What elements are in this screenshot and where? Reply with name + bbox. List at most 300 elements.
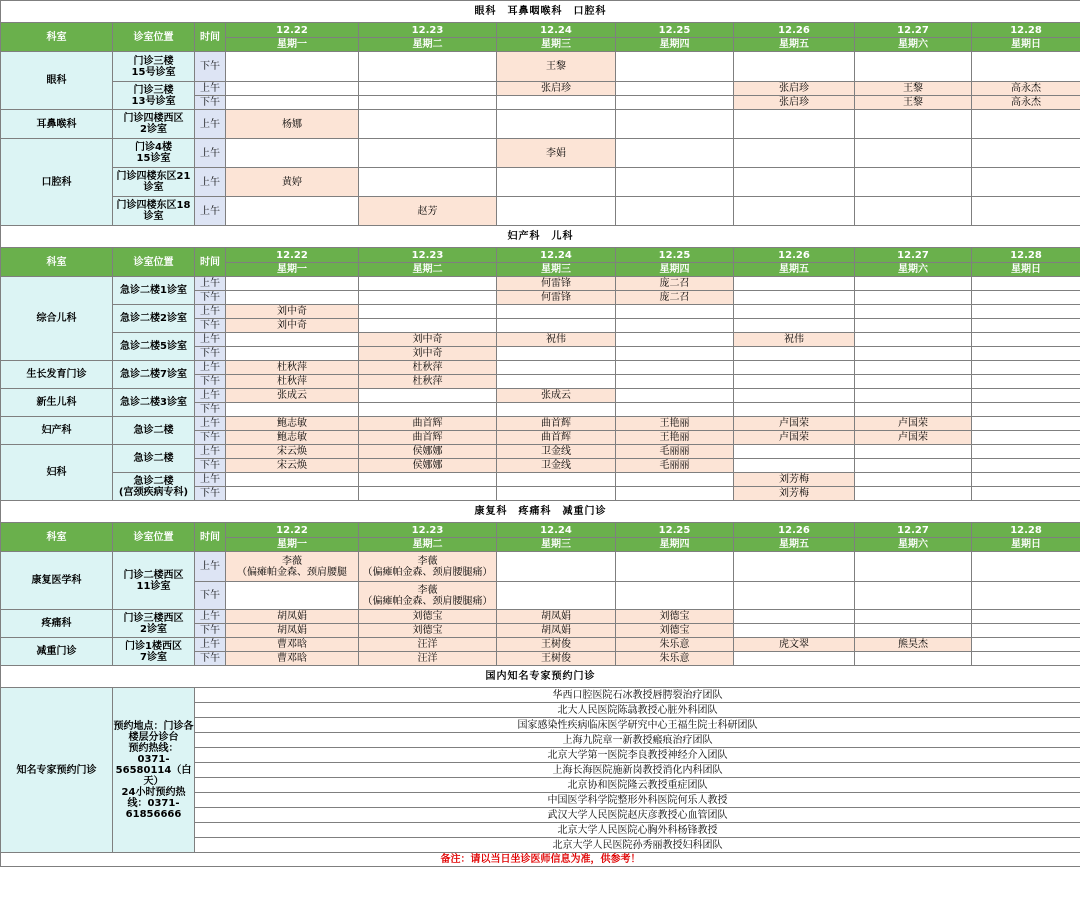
table-row [1, 666, 1080, 688]
doctor-cell: 王树俊 [497, 638, 616, 652]
doctor-cell: 张成云 [497, 389, 616, 403]
doctor-cell: 李薇 （偏瘫帕金森、颈肩腰腿痛） [359, 552, 497, 582]
empty-cell [616, 82, 734, 96]
empty-cell [616, 375, 734, 389]
expert-team-cell: 国家感染性疾病临床医学研究中心王福生院士科研团队 [195, 718, 1080, 733]
table-row [1, 361, 1080, 375]
empty-cell [734, 361, 855, 375]
expert-team-cell: 北大人民医院陈骉教授心脏外科团队 [195, 703, 1080, 718]
doctor-cell: 宋云焕 [226, 445, 359, 459]
table-row [1, 688, 1080, 703]
empty-cell [497, 473, 616, 487]
doctor-cell: 卫金线 [497, 445, 616, 459]
empty-cell [734, 197, 855, 226]
room-cell: 急诊二楼 [113, 445, 195, 473]
empty-cell [734, 291, 855, 305]
doctor-cell: 王树俊 [497, 652, 616, 666]
expert-team-cell: 上海长海医院施新岗教授消化内科团队 [195, 763, 1080, 778]
expert-dept-cell: 知名专家预约门诊 [1, 688, 113, 853]
empty-cell [497, 552, 616, 582]
doctor-cell: 朱乐意 [616, 652, 734, 666]
empty-cell [359, 168, 497, 197]
empty-cell [855, 445, 972, 459]
empty-cell [226, 139, 359, 168]
empty-cell [226, 96, 359, 110]
doctor-cell: 祝伟 [734, 333, 855, 347]
header-weekday: 星期一 [226, 263, 359, 277]
dept-cell: 综合儿科 [1, 277, 113, 361]
empty-cell [855, 487, 972, 501]
section-title: 国内知名专家预约门诊 [1, 666, 1080, 688]
empty-cell [972, 459, 1080, 473]
expert-team-cell: 上海九院章一新教授瘢痕治疗团队 [195, 733, 1080, 748]
empty-cell [972, 624, 1080, 638]
doctor-cell: 杜秋萍 [226, 361, 359, 375]
table-row [1, 473, 1080, 487]
header-date: 12.25 [616, 248, 734, 263]
empty-cell [972, 445, 1080, 459]
empty-cell [226, 582, 359, 610]
doctor-cell: 张启珍 [497, 82, 616, 96]
time-cell: 上午 [195, 417, 226, 431]
dept-cell: 妇科 [1, 445, 113, 501]
doctor-cell: 毛丽丽 [616, 445, 734, 459]
empty-cell [226, 277, 359, 291]
dept-cell: 康复医学科 [1, 552, 113, 610]
room-cell: 急诊二楼7诊室 [113, 361, 195, 389]
time-cell: 下午 [195, 624, 226, 638]
expert-team-cell: 华西口腔医院石冰教授唇腭裂治疗团队 [195, 688, 1080, 703]
empty-cell [972, 431, 1080, 445]
empty-cell [734, 347, 855, 361]
header-date: 12.27 [855, 248, 972, 263]
time-cell: 下午 [195, 347, 226, 361]
empty-cell [972, 139, 1080, 168]
doctor-cell: 王艳丽 [616, 431, 734, 445]
room-cell: 门诊二楼西区 11诊室 [113, 552, 195, 610]
table-row [1, 333, 1080, 347]
header-weekday: 星期四 [616, 538, 734, 552]
header-weekday: 星期六 [855, 263, 972, 277]
doctor-cell: 王黎 [497, 52, 616, 82]
header-date: 12.26 [734, 248, 855, 263]
room-cell: 急诊二楼 [113, 417, 195, 445]
empty-cell [497, 487, 616, 501]
empty-cell [226, 52, 359, 82]
time-cell: 上午 [195, 333, 226, 347]
dept-cell: 生长发育门诊 [1, 361, 113, 389]
empty-cell [616, 305, 734, 319]
empty-cell [359, 277, 497, 291]
room-cell: 门诊四楼西区 2诊室 [113, 110, 195, 139]
header-date: 12.23 [359, 248, 497, 263]
header-date: 12.24 [497, 23, 616, 38]
table-row [1, 1, 1080, 23]
empty-cell [855, 347, 972, 361]
empty-cell [359, 389, 497, 403]
empty-cell [359, 96, 497, 110]
booking-info-cell: 预约地点：门诊各楼层分诊台 预约热线：0371-56580114（白天） 24小时预约热线：0371-61856666 [113, 688, 195, 853]
empty-cell [226, 291, 359, 305]
table-row [1, 523, 1080, 538]
empty-cell [855, 52, 972, 82]
doctor-cell: 王艳丽 [616, 417, 734, 431]
time-cell: 下午 [195, 52, 226, 82]
empty-cell [226, 487, 359, 501]
time-cell: 上午 [195, 139, 226, 168]
room-cell: 门诊三楼 15号诊室 [113, 52, 195, 82]
empty-cell [359, 403, 497, 417]
time-cell: 上午 [195, 610, 226, 624]
doctor-cell: 胡凤娟 [497, 624, 616, 638]
doctor-cell: 卢国荣 [734, 417, 855, 431]
doctor-cell: 曲首辉 [359, 417, 497, 431]
table-row [1, 552, 1080, 582]
empty-cell [855, 333, 972, 347]
empty-cell [855, 305, 972, 319]
empty-cell [616, 96, 734, 110]
doctor-cell: 何雷锋 [497, 277, 616, 291]
empty-cell [359, 139, 497, 168]
header-weekday: 星期二 [359, 538, 497, 552]
table-row [1, 248, 1080, 263]
empty-cell [734, 375, 855, 389]
empty-cell [972, 582, 1080, 610]
header-dept: 科室 [1, 248, 113, 277]
header-weekday: 星期一 [226, 538, 359, 552]
empty-cell [616, 319, 734, 333]
table-row [1, 277, 1080, 291]
empty-cell [616, 52, 734, 82]
empty-cell [616, 403, 734, 417]
empty-cell [359, 82, 497, 96]
header-date: 12.26 [734, 23, 855, 38]
empty-cell [972, 347, 1080, 361]
header-weekday: 星期四 [616, 38, 734, 52]
header-dept: 科室 [1, 523, 113, 552]
room-cell: 急诊二楼 (宫颈疾病专科) [113, 473, 195, 501]
doctor-cell: 王黎 [855, 96, 972, 110]
room-cell: 急诊二楼1诊室 [113, 277, 195, 305]
empty-cell [855, 277, 972, 291]
time-cell: 上午 [195, 168, 226, 197]
doctor-cell: 鲍志敏 [226, 417, 359, 431]
empty-cell [359, 305, 497, 319]
doctor-cell: 朱乐意 [616, 638, 734, 652]
doctor-cell: 杨娜 [226, 110, 359, 139]
time-cell: 下午 [195, 431, 226, 445]
header-weekday: 星期三 [497, 538, 616, 552]
empty-cell [855, 389, 972, 403]
empty-cell [497, 197, 616, 226]
doctor-cell: 刘中奇 [359, 347, 497, 361]
table-row [1, 853, 1080, 867]
dept-cell: 新生儿科 [1, 389, 113, 417]
doctor-cell: 张启珍 [734, 82, 855, 96]
doctor-cell: 高永杰 [972, 96, 1080, 110]
empty-cell [616, 333, 734, 347]
header-date: 12.23 [359, 523, 497, 538]
footer-note: 备注：请以当日坐诊医师信息为准，供参考！ [1, 853, 1080, 867]
empty-cell [226, 403, 359, 417]
header-room: 诊室位置 [113, 23, 195, 52]
empty-cell [734, 305, 855, 319]
doctor-cell: 曹邓晗 [226, 638, 359, 652]
empty-cell [616, 389, 734, 403]
empty-cell [972, 375, 1080, 389]
doctor-cell: 虎文翠 [734, 638, 855, 652]
empty-cell [972, 168, 1080, 197]
table-row [1, 501, 1080, 523]
empty-cell [734, 403, 855, 417]
table-row [1, 168, 1080, 197]
dept-cell: 耳鼻喉科 [1, 110, 113, 139]
header-weekday: 星期六 [855, 538, 972, 552]
doctor-cell: 刘德宝 [359, 610, 497, 624]
doctor-cell: 何雷锋 [497, 291, 616, 305]
header-weekday: 星期一 [226, 38, 359, 52]
empty-cell [855, 624, 972, 638]
header-date: 12.24 [497, 523, 616, 538]
dept-cell: 眼科 [1, 52, 113, 110]
empty-cell [972, 197, 1080, 226]
room-cell: 门诊四楼东区21 诊室 [113, 168, 195, 197]
empty-cell [734, 652, 855, 666]
header-weekday: 星期二 [359, 263, 497, 277]
doctor-cell: 赵芳 [359, 197, 497, 226]
empty-cell [972, 610, 1080, 624]
header-weekday: 星期三 [497, 38, 616, 52]
empty-cell [616, 347, 734, 361]
doctor-cell: 曲首辉 [497, 431, 616, 445]
doctor-cell: 胡凤娟 [226, 610, 359, 624]
table-row [1, 226, 1080, 248]
header-weekday: 星期五 [734, 263, 855, 277]
empty-cell [972, 305, 1080, 319]
empty-cell [972, 417, 1080, 431]
empty-cell [616, 473, 734, 487]
empty-cell [616, 552, 734, 582]
header-date: 12.25 [616, 523, 734, 538]
room-cell: 门诊四楼东区18 诊室 [113, 197, 195, 226]
header-time: 时间 [195, 23, 226, 52]
table-row [1, 305, 1080, 319]
table-row [1, 23, 1080, 38]
doctor-cell: 刘中奇 [226, 319, 359, 333]
doctor-cell: 侯娜娜 [359, 459, 497, 473]
section-title: 康复科 疼痛科 减重门诊 [1, 501, 1080, 523]
header-date: 12.22 [226, 248, 359, 263]
empty-cell [497, 96, 616, 110]
room-cell: 门诊三楼 13号诊室 [113, 82, 195, 110]
doctor-cell: 刘德宝 [616, 610, 734, 624]
section-title: 妇产科 儿科 [1, 226, 1080, 248]
expert-team-cell: 武汉大学人民医院赵庆彦教授心血管团队 [195, 808, 1080, 823]
empty-cell [972, 389, 1080, 403]
empty-cell [734, 459, 855, 473]
doctor-cell: 李薇 （偏瘫帕金森、颈肩腰腿 [226, 552, 359, 582]
time-cell: 上午 [195, 445, 226, 459]
time-cell: 下午 [195, 96, 226, 110]
empty-cell [972, 291, 1080, 305]
header-date: 12.24 [497, 248, 616, 263]
empty-cell [855, 459, 972, 473]
empty-cell [359, 291, 497, 305]
empty-cell [855, 168, 972, 197]
dept-cell: 口腔科 [1, 139, 113, 226]
time-cell: 上午 [195, 361, 226, 375]
table-row [1, 110, 1080, 139]
doctor-cell: 刘德宝 [616, 624, 734, 638]
header-weekday: 星期四 [616, 263, 734, 277]
header-date: 12.22 [226, 23, 359, 38]
header-room: 诊室位置 [113, 523, 195, 552]
doctor-cell: 李娟 [497, 139, 616, 168]
time-cell: 上午 [195, 638, 226, 652]
empty-cell [359, 487, 497, 501]
expert-team-cell: 北京大学第一医院李良教授神经介入团队 [195, 748, 1080, 763]
empty-cell [734, 610, 855, 624]
table-row [1, 139, 1080, 168]
empty-cell [616, 582, 734, 610]
doctor-cell: 庞二召 [616, 291, 734, 305]
doctor-cell: 鲍志敏 [226, 431, 359, 445]
empty-cell [734, 552, 855, 582]
empty-cell [972, 473, 1080, 487]
empty-cell [855, 291, 972, 305]
table-row [1, 52, 1080, 82]
time-cell: 上午 [195, 552, 226, 582]
doctor-cell: 杜秋萍 [359, 361, 497, 375]
dept-cell: 疼痛科 [1, 610, 113, 638]
time-cell: 下午 [195, 403, 226, 417]
header-date: 12.28 [972, 23, 1080, 38]
empty-cell [855, 361, 972, 375]
empty-cell [972, 403, 1080, 417]
empty-cell [855, 319, 972, 333]
empty-cell [855, 403, 972, 417]
time-cell: 下午 [195, 459, 226, 473]
room-cell: 门诊三楼西区 2诊室 [113, 610, 195, 638]
empty-cell [855, 610, 972, 624]
doctor-cell: 卢国荣 [855, 431, 972, 445]
table-row [1, 82, 1080, 96]
empty-cell [972, 277, 1080, 291]
empty-cell [855, 375, 972, 389]
empty-cell [497, 347, 616, 361]
empty-cell [497, 110, 616, 139]
time-cell: 上午 [195, 82, 226, 96]
room-cell: 门诊1楼西区 7诊室 [113, 638, 195, 666]
empty-cell [972, 487, 1080, 501]
header-date: 12.26 [734, 523, 855, 538]
empty-cell [855, 197, 972, 226]
table-row [1, 610, 1080, 624]
doctor-cell: 宋云焕 [226, 459, 359, 473]
room-cell: 急诊二楼5诊室 [113, 333, 195, 361]
empty-cell [734, 582, 855, 610]
empty-cell [359, 473, 497, 487]
empty-cell [972, 319, 1080, 333]
doctor-cell: 李薇 （偏瘫帕金森、颈肩腰腿痛） [359, 582, 497, 610]
empty-cell [616, 110, 734, 139]
empty-cell [972, 638, 1080, 652]
doctor-cell: 黄婷 [226, 168, 359, 197]
empty-cell [734, 445, 855, 459]
time-cell: 上午 [195, 389, 226, 403]
doctor-cell: 刘芳梅 [734, 473, 855, 487]
table-row [1, 417, 1080, 431]
header-date: 12.22 [226, 523, 359, 538]
time-cell: 上午 [195, 277, 226, 291]
doctor-cell: 胡凤娟 [497, 610, 616, 624]
empty-cell [226, 197, 359, 226]
empty-cell [359, 319, 497, 333]
doctor-cell: 刘中奇 [226, 305, 359, 319]
empty-cell [734, 389, 855, 403]
header-weekday: 星期五 [734, 38, 855, 52]
table-row [1, 389, 1080, 403]
header-weekday: 星期日 [972, 38, 1080, 52]
doctor-cell: 杜秋萍 [359, 375, 497, 389]
time-cell: 上午 [195, 110, 226, 139]
header-weekday: 星期日 [972, 263, 1080, 277]
empty-cell [972, 361, 1080, 375]
doctor-cell: 侯娜娜 [359, 445, 497, 459]
doctor-cell: 曲首辉 [497, 417, 616, 431]
empty-cell [734, 168, 855, 197]
doctor-cell: 庞二召 [616, 277, 734, 291]
doctor-cell: 卢国荣 [734, 431, 855, 445]
empty-cell [616, 139, 734, 168]
doctor-cell: 王黎 [855, 82, 972, 96]
expert-team-cell: 中国医学科学院整形外科医院何乐人教授 [195, 793, 1080, 808]
header-date: 12.27 [855, 23, 972, 38]
doctor-cell: 张成云 [226, 389, 359, 403]
empty-cell [855, 473, 972, 487]
doctor-cell: 卫金线 [497, 459, 616, 473]
doctor-cell: 卢国荣 [855, 417, 972, 431]
empty-cell [734, 110, 855, 139]
header-date: 12.27 [855, 523, 972, 538]
empty-cell [855, 652, 972, 666]
empty-cell [359, 110, 497, 139]
time-cell: 下午 [195, 582, 226, 610]
table-row [1, 445, 1080, 459]
empty-cell [734, 277, 855, 291]
empty-cell [497, 403, 616, 417]
doctor-cell: 汪洋 [359, 652, 497, 666]
doctor-cell: 张启珍 [734, 96, 855, 110]
empty-cell [972, 110, 1080, 139]
time-cell: 上午 [195, 473, 226, 487]
empty-cell [734, 624, 855, 638]
empty-cell [497, 361, 616, 375]
header-date: 12.23 [359, 23, 497, 38]
header-weekday: 星期六 [855, 38, 972, 52]
table-row [1, 638, 1080, 652]
doctor-cell: 熊昊杰 [855, 638, 972, 652]
empty-cell [855, 110, 972, 139]
section-title: 眼科 耳鼻咽喉科 口腔科 [1, 1, 1080, 23]
empty-cell [855, 582, 972, 610]
time-cell: 下午 [195, 319, 226, 333]
dept-cell: 妇产科 [1, 417, 113, 445]
doctor-cell: 高永杰 [972, 82, 1080, 96]
empty-cell [616, 168, 734, 197]
header-date: 12.25 [616, 23, 734, 38]
table-row [1, 197, 1080, 226]
